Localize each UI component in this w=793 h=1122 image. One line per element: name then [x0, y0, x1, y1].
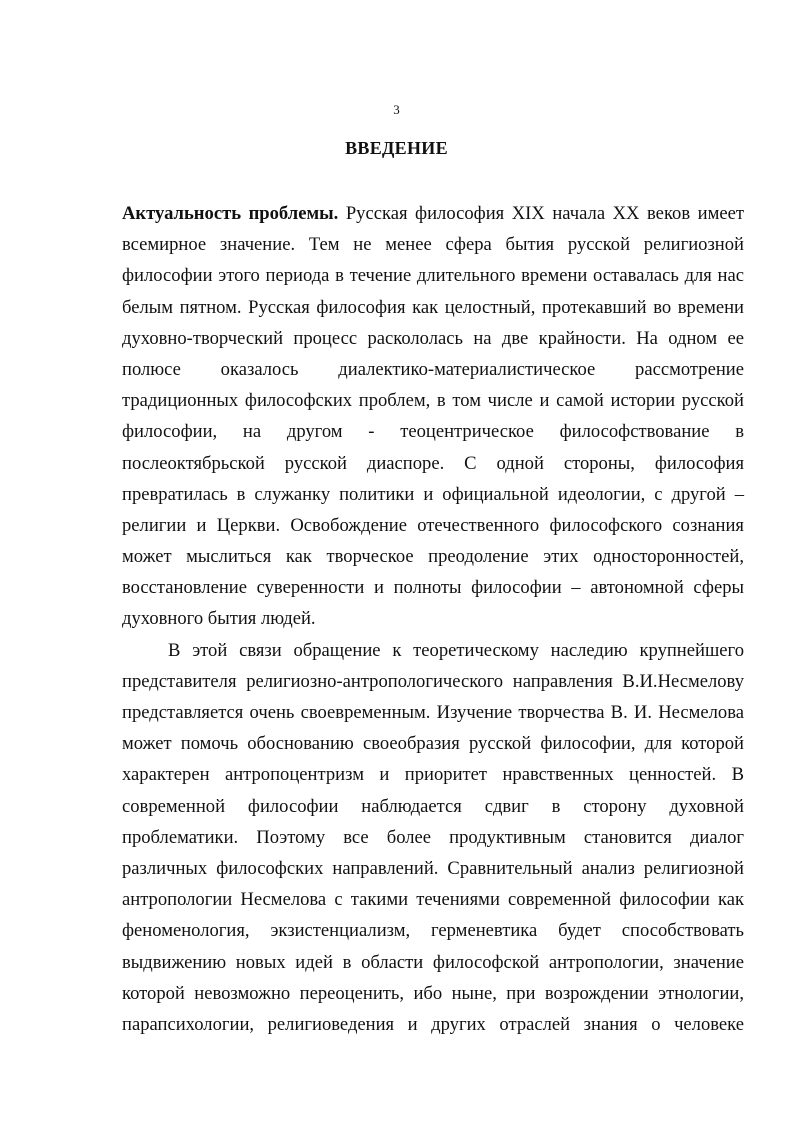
text-line: представляется очень своевременным. Изучение творчества В. И. Несмелова [122, 702, 744, 723]
text-line: восстановление суверенности и полноты философии – автономной сферы [122, 577, 744, 599]
text-line: религии и Церкви. Освобождение отечественного философского сознания [122, 514, 744, 536]
text-line: философии этого периода в течение длительного времени оставалась для нас [122, 265, 744, 287]
section-heading: ВВЕДЕНИЕ [345, 138, 448, 158]
paragraph-relevance [122, 198, 744, 635]
paragraph-lead: Актуальность проблемы. [122, 203, 339, 224]
text-line: белым пятном. Русская философия как целостный, протекавший во времени [122, 296, 744, 318]
text-line: феноменология, экзистенциализм, герменевтика будет способствовать [122, 920, 744, 942]
text-line: характерен антропоцентризм и приоритет нравственных ценностей. В [122, 764, 744, 786]
text-line: проблематики. Поэтому все более продуктивным становится диалог [122, 826, 744, 848]
text-line: может мыслиться как творческое преодоление этих односторонностей, [122, 546, 744, 568]
text-line: которой невозможно переоценить, ибо ныне, при возрождении этнологии, [122, 982, 744, 1004]
text-line: полюсе оказалось диалектико-материалистическое рассмотрение [122, 358, 744, 380]
text-line: послеоктябрьской русской диаспоре. С одной стороны, философия [122, 452, 744, 474]
text-line: В этой связи обращение к теоретическому наследию крупнейшего [168, 639, 744, 661]
text-line: антропологии Несмелова с такими течениями современной философии как [122, 889, 744, 911]
text-line: парапсихологии, религиоведения и других отраслей знания о человеке [122, 1013, 744, 1035]
text-line: традиционных философских проблем, в том числе и самой истории русской [122, 390, 744, 412]
text-line: духовного бытия людей. [122, 608, 316, 630]
text-line: философии, на другом - теоцентрическое философствование в [122, 421, 744, 443]
text-line: различных философских направлений. Сравнительный анализ религиозной [122, 857, 744, 879]
text-line [122, 198, 744, 229]
text-line: превратилась в служанку политики и официальной идеологии, с другой – [122, 483, 744, 505]
document-body [122, 198, 744, 1040]
text-line: может помочь обоснованию своеобразия русской философии, для которой [122, 733, 744, 755]
text-line: духовно-творческий процесс раскололась на две крайности. На одном ее [122, 327, 744, 349]
text-line: всемирное значение. Тем не менее сфера бытия русской религиозной [122, 234, 744, 256]
text-line: выдвижению новых идей в области философской антропологии, значение [122, 951, 744, 973]
paragraph-nesmelov [122, 635, 744, 1040]
text-line: представителя религиозно-антропологического направления В.И.Несмелову [122, 670, 744, 692]
page-number: 3 [393, 102, 400, 117]
text-line: современной философии наблюдается сдвиг в сторону духовной [122, 795, 744, 817]
text-line-rest: Русская философия XIX начала XX веков имеет [338, 203, 744, 224]
